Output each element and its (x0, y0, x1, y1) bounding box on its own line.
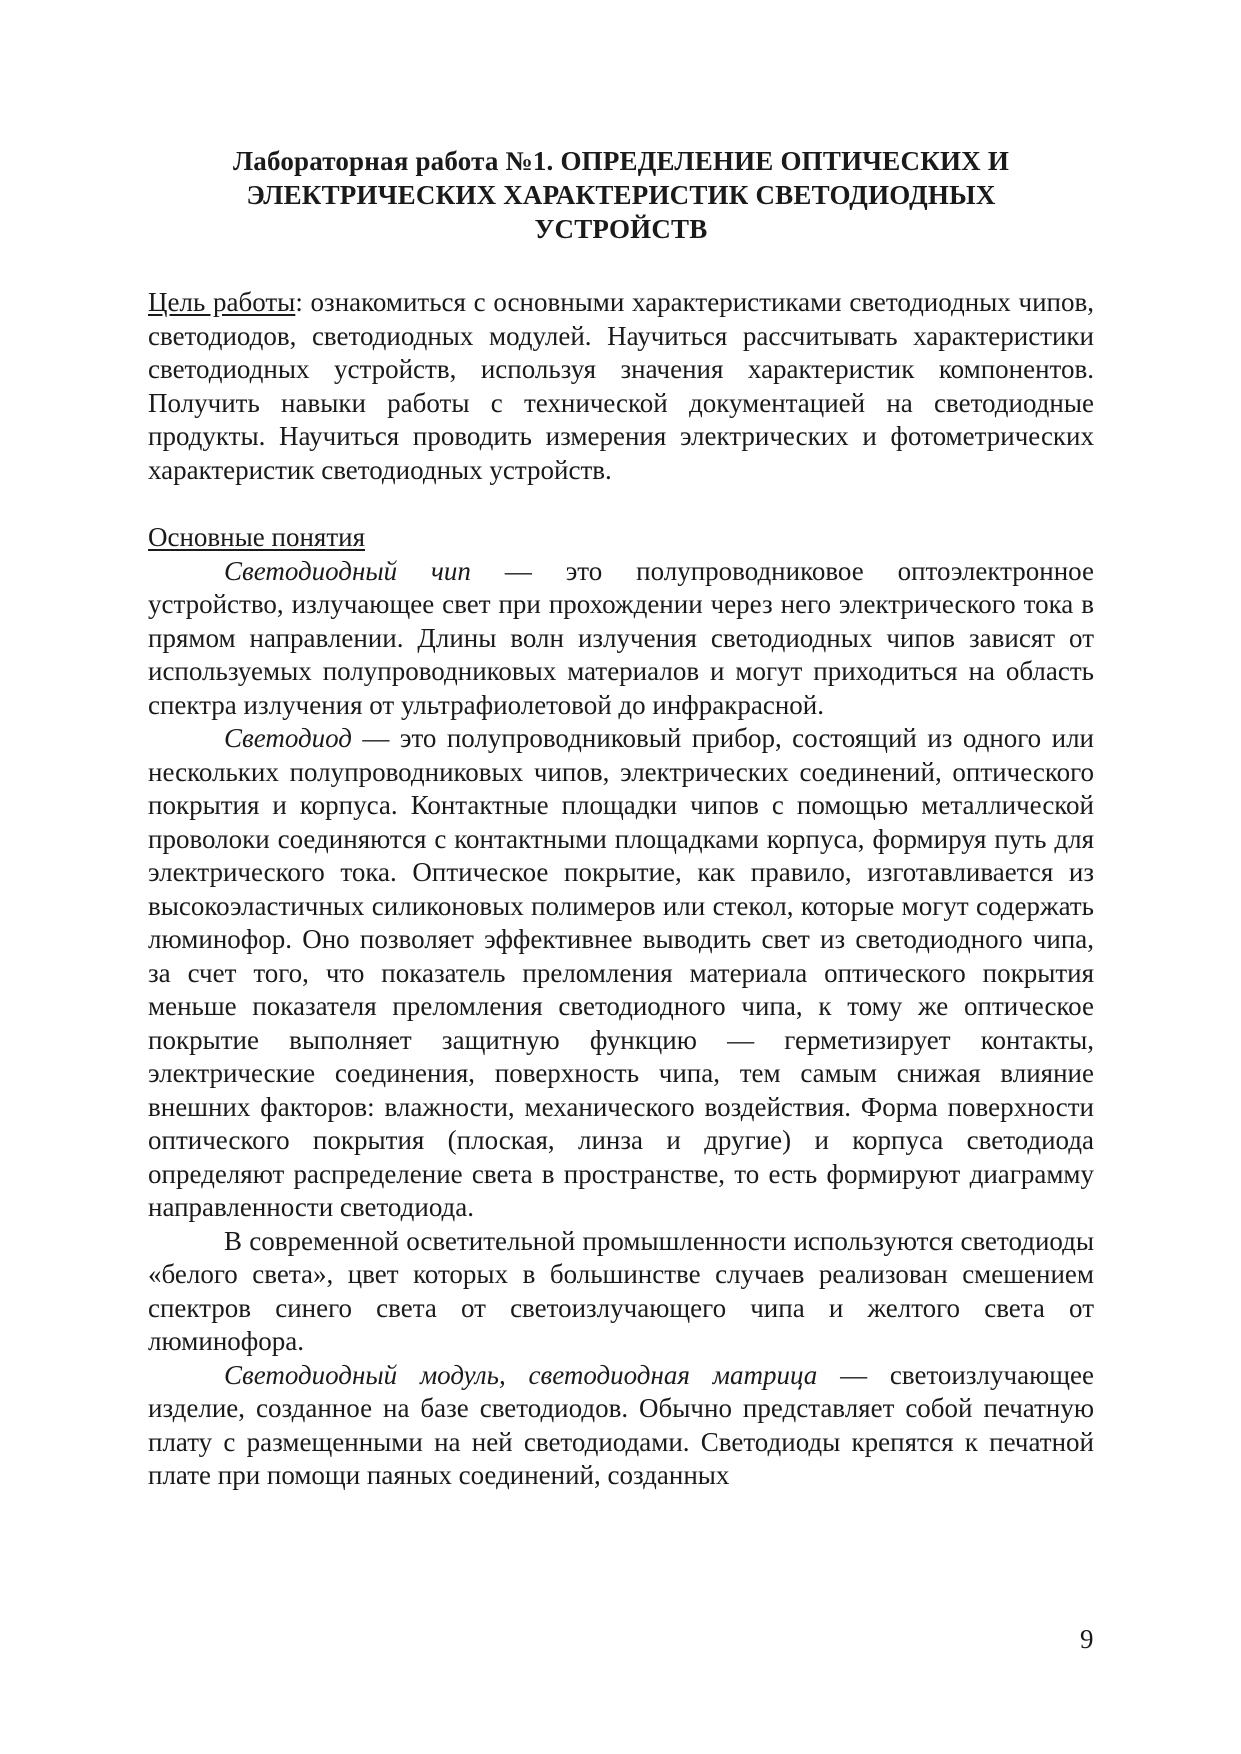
document-page (148, 144, 1094, 1493)
paragraph-white-led (148, 1225, 1094, 1359)
paragraph-led-module (148, 1359, 1094, 1493)
concepts-heading-text: Основные понятия (148, 522, 365, 552)
title-line-1: Лабораторная работа №1. ОПРЕДЕЛЕНИЕ ОПТИЧЕСКИХ И (232, 146, 1010, 176)
title-line-2: ЭЛЕКТРИЧЕСКИХ ХАРАКТЕРИСТИК СВЕТОДИОДНЫХ (246, 180, 996, 210)
term-led-chip: Светодиодный чип (224, 555, 471, 586)
paragraph-led (148, 722, 1094, 1225)
term-led: Светодиод (224, 723, 352, 753)
term-led-module: Светодиодный модуль, светодиодная матрица (224, 1359, 818, 1390)
title-line-3: УСТРОЙСТВ (534, 214, 708, 244)
concepts-heading (148, 521, 1094, 555)
paragraph-led-chip (148, 555, 1094, 723)
white-led-text: В современной осветительной промышленности используются светодиоды «белого света», цвет которых в большинстве случаев реализован смешением спектров синего света от светоизлучающего чипа и желтого света от люминофора. (148, 1225, 1094, 1356)
goal-paragraph (148, 286, 1094, 487)
definition-led-module: — светоизлучающее изделие, созданное на базе светодиодов. Обычно представляет собой печатную плату с размещенными на ней светодиодами. Светодиоды крепятся к печатной плате при помощи паяных соединений, созданных (148, 1359, 1094, 1490)
page-title (148, 144, 1094, 246)
definition-led-chip: — это полупроводниковое оптоэлектронное устройство, излучающее свет при прохождении через него электрического тока в прямом направлении. Длины волн излучения светодиодных чипов зависят от используемых полупроводниковых материалов и могут приходиться на область спектра излучения от ультрафиолетовой до инфракрасной. (148, 555, 1094, 720)
definition-led: — это полупроводниковый прибор, состоящий из одного или нескольких полупроводниковых чипов, электрических соединений, оптического покрытия и корпуса. Контактные площадки чипов с помощью металлической проволоки соединяются с контактными площадками корпуса, формируя путь для электрического тока. Оптическое покрытие, как правило, изготавливается из высокоэластичных силиконовых полимеров или стекол, которые могут содержать люминофор. Оно позволяет эффективнее выводить свет из светодиодного чипа, за счет того, что показатель преломления материала оптического покрытия меньше показателя преломления светодиодного чипа, к тому же оптическое покрытие выполняет защитную функцию — герметизирует контакты, электрические соединения, поверхность чипа, тем самым снижая влияние внешних факторов: влажности, механического воздействия. Форма поверхности оптического покрытия (плоская, линза и другие) и корпуса светодиода определяют распределение света в пространстве, то есть формируют диаграмму направленности светодиода. (148, 723, 1094, 1222)
page-number: 9 (1080, 1624, 1094, 1654)
goal-label: Цель работы (148, 287, 296, 317)
goal-text: : ознакомиться с основными характеристиками светодиодных чипов, светодиодов, светодиодных модулей. Научиться рассчитывать характеристики светодиодных устройств, используя значения характеристик компонентов. Получить навыки работы с технической документацией на светодиодные продукты. Научиться проводить измерения электрических и фотометрических характеристик светодиодных устройств. (148, 287, 1094, 485)
